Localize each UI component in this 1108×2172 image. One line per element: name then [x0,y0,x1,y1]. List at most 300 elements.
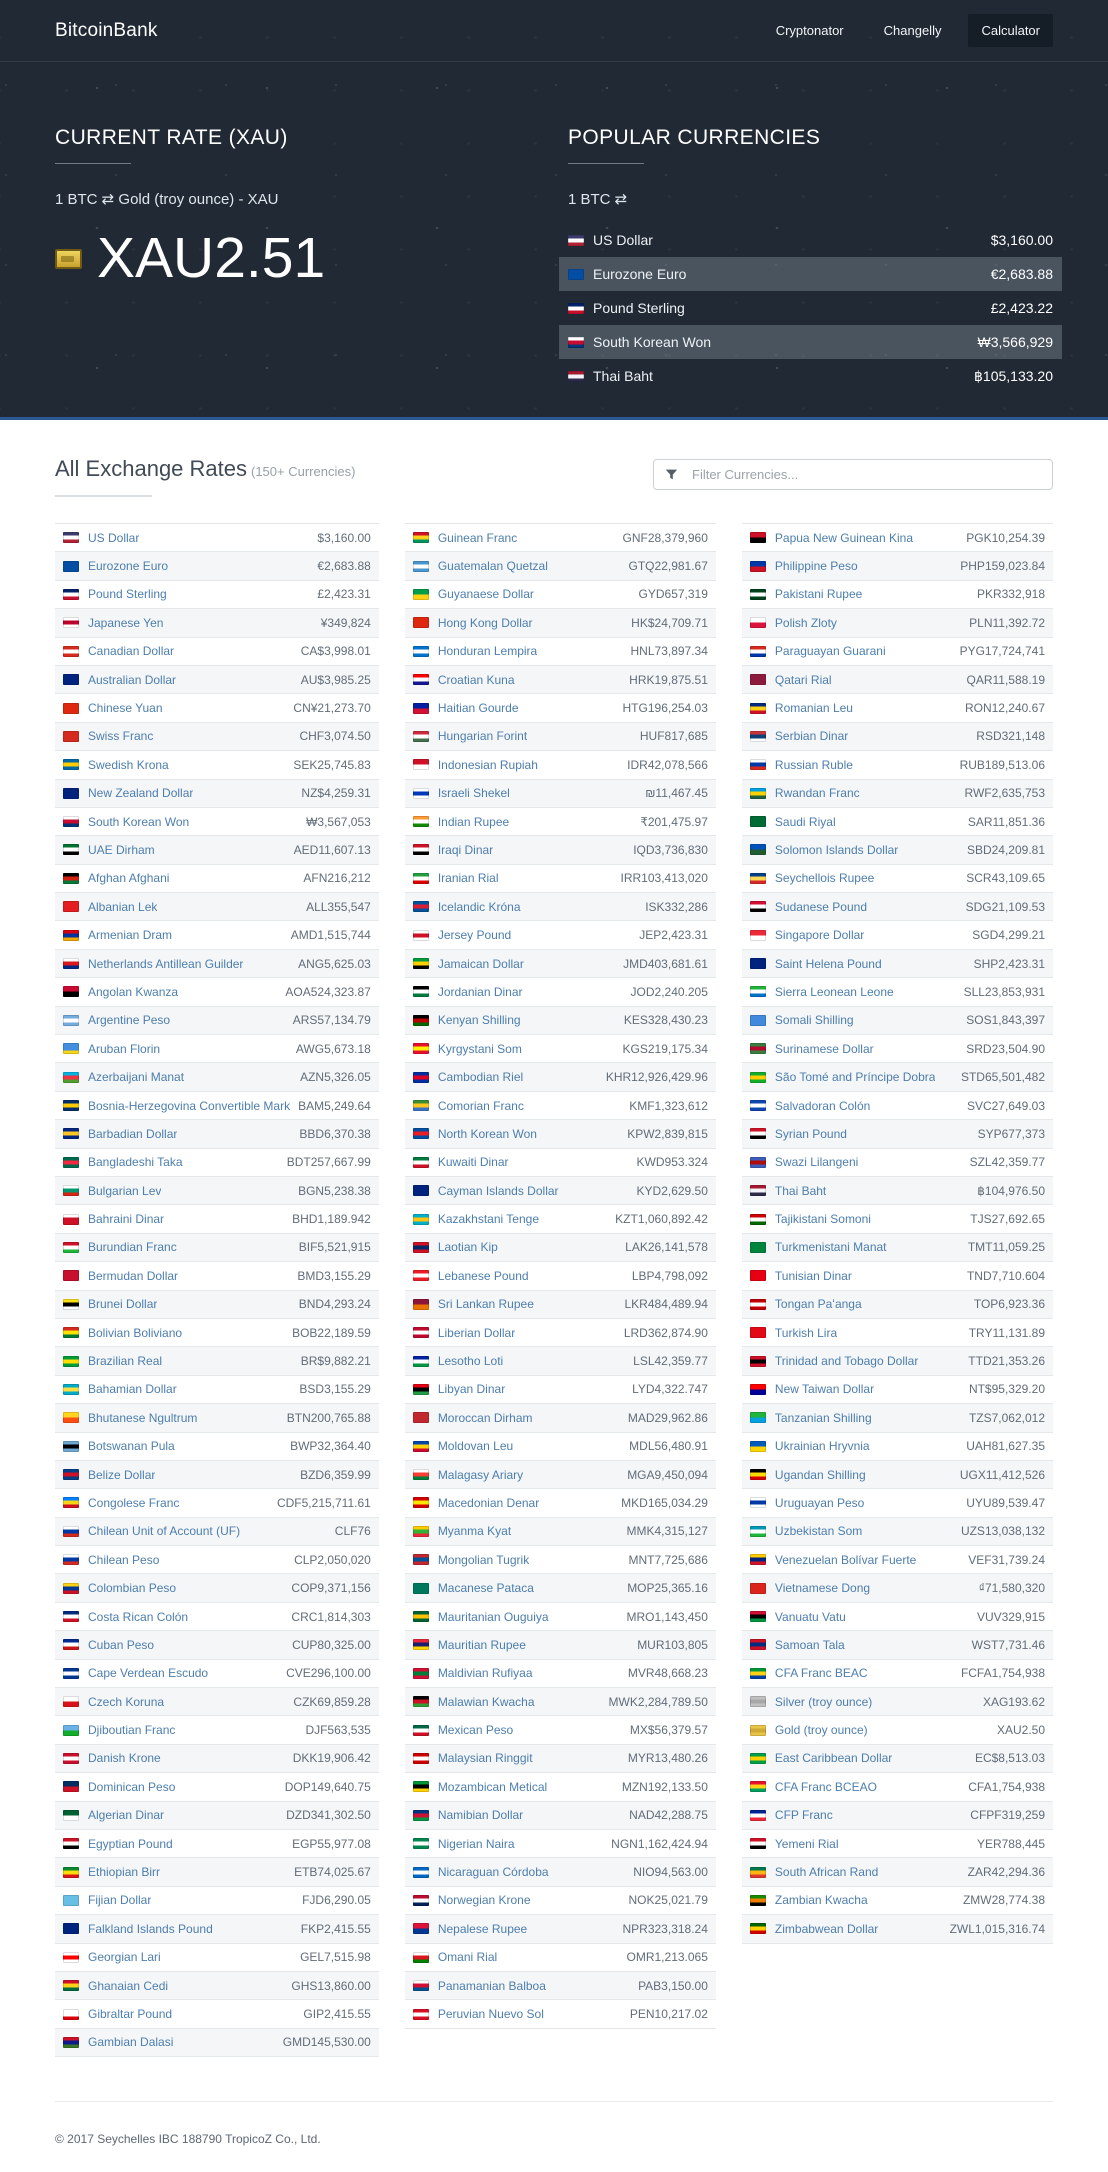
flag-icon [413,561,429,572]
currency-name-link[interactable]: Cape Verdean Escudo [88,1666,209,1681]
currency-name-link[interactable]: Icelandic Króna [437,899,521,914]
copyright-text: © 2017 Seychelles IBC 188790 TropicoZ Co., Ltd. [55,2132,321,2147]
currency-name-link[interactable]: Gibraltar Pound [88,2007,173,2021]
currency-name-link[interactable]: Cayman Islands Dollar [437,1183,559,1198]
flag-icon [63,703,79,714]
currency-name-link[interactable]: Zambian Kwacha [774,1893,868,1908]
currency-name-link[interactable]: Indian Rupee [437,814,510,829]
currency-name-link[interactable]: Jordanian Dinar [437,984,523,999]
currency-name-link[interactable]: Congolese Franc [88,1495,180,1510]
currency-name-link[interactable]: Jersey Pound [437,928,512,943]
currency-rate: MZN192,133.50 [621,1779,708,1794]
currency-name-link[interactable]: São Tomé and Príncipe Dobra [774,1070,936,1085]
currency-name-link[interactable]: Thai Baht [774,1183,827,1198]
currency-name-link[interactable]: Tongan Paʻanga [774,1297,862,1312]
flag-icon [63,1526,79,1537]
exchange-rate-row [742,1802,1053,1830]
flag-icon [413,617,429,628]
exchange-rate-row [405,609,716,637]
flag-icon [413,930,429,941]
flag-icon [413,1895,429,1906]
currency-name-link[interactable]: Australian Dollar [88,672,177,687]
currency-name-link[interactable]: US Dollar [88,530,140,545]
exchange-rate-row [742,638,1053,666]
currency-name-link[interactable]: Bahamian Dollar [88,1382,177,1397]
exchange-rate-row [55,2000,379,2028]
currency-name-link[interactable]: Swazi Lilangeni [774,1155,859,1170]
currency-name-link[interactable]: Philippine Peso [774,559,858,574]
currency-rate: SEK25,745.83 [293,757,371,772]
flag-icon [750,646,766,657]
currency-name-link[interactable]: Guatemalan Quetzal [437,559,548,574]
currency-name-link[interactable]: Falkland Islands Pound [88,1921,213,1936]
exchange-rate-row [55,1887,379,1915]
currency-rate: PKR332,918 [976,587,1045,602]
currency-name-link[interactable]: Uruguayan Peso [774,1495,865,1510]
currency-name-link[interactable]: Tanzanian Shilling [774,1410,872,1425]
currency-name-link[interactable]: Laotian Kip [437,1240,498,1255]
currency-rate: QAR11,588.19 [966,672,1045,687]
currency-name-link[interactable]: Iranian Rial [437,871,499,886]
exchange-rate-row [55,1915,379,1943]
currency-rate: ₪11,467.45 [645,786,708,801]
exchange-rate-row [742,1063,1053,1091]
currency-name-link[interactable]: Tunisian Dinar [774,1268,852,1283]
currency-name-link[interactable]: Barbadian Dollar [88,1126,178,1141]
currency-rate: BR$9,882.21 [300,1354,371,1369]
currency-name-link[interactable]: Pound Sterling [88,587,167,602]
currency-name-link[interactable]: Malawian Kwacha [437,1694,535,1709]
currency-name-link[interactable]: Bulgarian Lev [88,1183,162,1198]
currency-name-link[interactable]: Azerbaijani Manat [88,1070,185,1085]
currency-name-link[interactable]: Tajikistani Somoni [774,1212,871,1227]
currency-name-link[interactable]: Haitian Gourde [437,701,519,716]
flag-icon [413,1668,429,1679]
currency-name-link[interactable]: Papua New Guinean Kina [774,530,913,545]
currency-name-link[interactable]: Bolivian Boliviano [88,1325,183,1340]
flag-icon [413,1469,429,1480]
currency-name-link[interactable]: Malagasy Ariary [437,1467,524,1482]
currency-rate: BIF5,521,915 [298,1240,371,1255]
currency-name-link[interactable]: Eurozone Euro [88,559,169,574]
currency-name-link[interactable]: Venezuelan Bolívar Fuerte [774,1552,917,1567]
currency-rate: VEF31,739.24 [968,1552,1045,1567]
currency-name-link[interactable]: Israeli Shekel [437,786,510,801]
currency-rate: LAK26,141,578 [625,1240,708,1255]
current-rate-subtitle: 1 BTC ⇄ Gold (troy ounce) - XAU [55,191,279,208]
exchange-rate-row [55,552,379,580]
popular-currency-row[interactable] [559,223,1062,257]
currency-name-link[interactable]: Kuwaiti Dinar [437,1155,509,1170]
currency-name-link[interactable]: Libyan Dinar [437,1382,506,1397]
currency-name-link[interactable]: Aruban Florin [88,1041,161,1056]
flag-icon [413,1838,429,1849]
currency-name-link[interactable]: North Korean Won [437,1126,537,1141]
currency-name-link[interactable]: South Korean Won [88,814,190,829]
exchange-rate-row [405,1291,716,1319]
currency-name-link[interactable]: Lesotho Loti [437,1354,504,1369]
currency-name-link[interactable]: Syrian Pound [774,1126,847,1141]
flag-icon [63,1639,79,1650]
flag-icon [750,1867,766,1878]
flag-icon [413,788,429,799]
nav-item[interactable] [871,14,955,47]
currency-name-link[interactable]: Mauritanian Ouguiya [437,1609,549,1624]
currency-name-link[interactable]: Polish Zloty [774,615,837,630]
currency-name-link[interactable]: Macedonian Denar [437,1495,540,1510]
currency-name-link[interactable]: Hong Kong Dollar [437,615,533,630]
exchange-rate-row [742,1830,1053,1858]
currency-name-link[interactable]: Czech Koruna [88,1694,165,1709]
currency-rate: GEL7,515.98 [300,1950,371,1965]
currency-name-link[interactable]: Ghanaian Cedi [88,1978,169,1993]
flag-icon [568,337,584,348]
current-rate-title: CURRENT RATE (XAU) [55,126,288,149]
currency-name-link[interactable]: Peruvian Nuevo Sol [437,2007,544,2021]
exchange-rate-row [405,1745,716,1773]
currency-rate: KZT1,060,892.42 [615,1212,708,1227]
currency-name-link[interactable]: UAE Dirham [88,842,155,857]
currency-rate: CZK69,859.28 [293,1694,371,1709]
currency-name-link[interactable]: Saint Helena Pound [774,956,882,971]
currency-rate: KWD953.324 [636,1155,708,1170]
currency-name-link[interactable]: New Taiwan Dollar [774,1382,875,1397]
currency-name-link[interactable]: Iraqi Dinar [437,842,494,857]
currency-rate: SVC27,649.03 [966,1098,1045,1113]
flag-icon [63,1895,79,1906]
currency-name-link[interactable]: Paraguayan Guarani [774,644,886,659]
currency-name-link[interactable]: Belize Dollar [88,1467,156,1482]
exchange-rate-row [742,1773,1053,1801]
currency-rate: CHF3,074.50 [299,729,371,744]
currency-name-link[interactable]: CFA Franc BCEAO [774,1779,877,1794]
currency-name-link[interactable]: Argentine Peso [88,1013,171,1028]
currency-name-link[interactable]: Gold (troy ounce) [774,1723,868,1738]
currency-rate: CFPF319,259 [970,1808,1045,1823]
currency-name-link[interactable]: Qatari Rial [774,672,832,687]
currency-name-link[interactable]: Honduran Lempira [437,644,538,659]
currency-name-link[interactable]: Croatian Kuna [437,672,515,687]
currency-name-link[interactable]: Saudi Riyal [774,814,836,829]
currency-name-link[interactable]: Mauritian Rupee [437,1637,526,1652]
currency-name-link[interactable]: Kyrgystani Som [437,1041,522,1056]
currency-rate: HTG196,254.03 [622,701,708,716]
flag-icon [63,1554,79,1565]
currency-name-link[interactable]: CFP Franc [774,1808,833,1823]
currency-name-link[interactable]: Guyanaese Dollar [437,587,534,602]
flag-icon [750,986,766,997]
currency-rate: MOP25,365.16 [627,1581,708,1596]
popular-currency-row[interactable] [559,257,1062,291]
currency-name-link[interactable]: Burundian Franc [88,1240,177,1255]
brand-logo[interactable]: BitcoinBank [55,19,158,41]
currency-name-link[interactable]: Georgian Lari [88,1950,161,1965]
currency-name-link[interactable]: Bermudan Dollar [88,1268,179,1283]
currency-name-link[interactable]: Samoan Tala [774,1637,845,1652]
currency-name-link[interactable]: Nigerian Naira [437,1836,515,1851]
currency-name-link[interactable]: Mozambican Metical [437,1779,548,1794]
flag-icon [413,1327,429,1338]
exchange-rate-row [405,694,716,722]
currency-rate: AOA524,323.87 [285,984,371,999]
currency-rate: IRR103,413,020 [620,871,708,886]
currency-name-link[interactable]: Malaysian Ringgit [437,1751,533,1766]
currency-name-link[interactable]: Jamaican Dollar [437,956,524,971]
flag-icon [750,1015,766,1026]
currency-name-link[interactable]: Nepalese Rupee [437,1921,528,1936]
currency-rate: BTN200,765.88 [286,1410,371,1425]
exchange-rate-row [405,1887,716,1915]
flag-icon [413,1100,429,1111]
flag-icon [413,703,429,714]
currency-name-link[interactable]: Canadian Dollar [88,644,175,659]
currency-name-link[interactable]: New Zealand Dollar [88,786,194,801]
currency-name-link[interactable]: Silver (troy ounce) [774,1694,873,1709]
exchange-rate-row [742,1518,1053,1546]
nav-item[interactable] [763,14,857,47]
currency-name-link[interactable]: Somali Shilling [774,1013,854,1028]
exchange-rate-row [742,836,1053,864]
currency-name-link[interactable]: Algerian Dinar [88,1808,165,1823]
currency-name-link[interactable]: Bhutanese Ngultrum [88,1410,198,1425]
currency-rate: MMK4,315,127 [626,1524,708,1539]
currency-name-link[interactable]: Sudanese Pound [774,899,867,914]
currency-name-link[interactable]: Afghan Afghani [88,871,170,886]
flag-icon [750,674,766,685]
popular-currency-row[interactable] [559,359,1062,393]
currency-name-link[interactable]: Romanian Leu [774,701,853,716]
currency-name-link[interactable]: Panamanian Balboa [437,1978,546,1993]
currency-name-link[interactable]: Albanian Lek [88,899,158,914]
currency-name-link[interactable]: Swiss Franc [88,729,154,744]
currency-name-link[interactable]: Serbian Dinar [774,729,849,744]
exchange-rate-row [742,893,1053,921]
currency-name-link[interactable]: Turkish Lira [774,1325,838,1340]
currency-name-link[interactable]: Danish Krone [88,1751,161,1766]
currency-name-link[interactable]: Vanuatu Vatu [774,1609,846,1624]
currency-name-link[interactable]: Costa Rican Colón [88,1609,189,1624]
currency-rate: AMD1,515,744 [290,928,371,943]
currency-name-link[interactable]: Armenian Dram [88,928,173,943]
currency-name-link[interactable]: Turkmenistani Manat [774,1240,887,1255]
flag-icon [750,1469,766,1480]
currency-name-link[interactable]: Chilean Unit of Account (UF) [88,1524,241,1539]
currency-rate: €2,683.88 [317,559,371,574]
currency-name-link[interactable]: Vietnamese Dong [774,1581,871,1596]
currency-name-link[interactable]: Ugandan Shilling [774,1467,866,1482]
currency-name-link[interactable]: Brunei Dollar [88,1297,158,1312]
currency-rate: UGX11,412,526 [959,1467,1045,1482]
currency-name-link[interactable]: CFA Franc BEAC [774,1666,868,1681]
flag-icon [750,1242,766,1253]
currency-rate: MRO1,143,450 [626,1609,708,1624]
exchange-rate-row [405,893,716,921]
currency-name: South Korean Won [593,334,712,350]
nav-item[interactable] [968,14,1053,47]
flag-icon [63,1327,79,1338]
currency-name-link[interactable]: Lebanese Pound [437,1268,529,1283]
currency-name-link[interactable]: Dominican Peso [88,1779,176,1794]
currency-name-link[interactable]: Surinamese Dollar [774,1041,874,1056]
flag-icon [413,1412,429,1423]
flag-icon [413,844,429,855]
currency-name-link[interactable]: Ethiopian Birr [88,1865,161,1880]
exchange-rate-row [405,1433,716,1461]
exchange-rate-row [55,1773,379,1801]
currency-rate: CN¥21,273.70 [293,701,371,716]
currency-name-link[interactable]: Uzbekistan Som [774,1524,863,1539]
exchange-rate-row [55,865,379,893]
currency-name-link[interactable]: Pakistani Rupee [774,587,863,602]
currency-name-link[interactable]: Yemeni Rial [774,1836,839,1851]
currency-name-link[interactable]: Rwandan Franc [774,786,860,801]
exchange-rate-row [405,1603,716,1631]
popular-currency-row[interactable] [559,291,1062,325]
currency-name-link[interactable]: Djiboutian Franc [88,1723,176,1738]
flag-icon [413,759,429,770]
currency-name-link[interactable]: Indonesian Rupiah [437,757,538,772]
currency-rate: NOK25,021.79 [628,1893,708,1908]
flag-icon [750,1327,766,1338]
currency-name-link[interactable]: Kenyan Shilling [437,1013,521,1028]
flag-icon [413,1696,429,1707]
current-rate-panel [55,126,568,417]
exchange-rate-row [55,1546,379,1574]
currency-name-link[interactable]: Norwegian Krone [437,1893,531,1908]
currency-rate: UZS13,038,132 [960,1524,1045,1539]
flag-icon [413,1781,429,1792]
exchange-rate-row [55,1489,379,1517]
currency-name-link[interactable]: Japanese Yen [88,615,164,630]
flag-icon [750,1412,766,1423]
footer [0,2101,1108,2172]
currency-name-link[interactable]: Bosnia-Herzegovina Convertible Mark [88,1098,291,1113]
exchange-rate-row [55,1745,379,1773]
currency-name-link[interactable]: Cuban Peso [88,1637,155,1652]
currency-rate: STD65,501,482 [960,1070,1045,1085]
currency-name-link[interactable]: Angolan Kwanza [88,984,179,999]
exchange-rate-row [742,1887,1053,1915]
currency-name-link[interactable]: Netherlands Antillean Guilder [88,956,244,971]
currency-rate: ₹201,475.97 [640,814,708,829]
exchange-rate-row [405,780,716,808]
flag-icon [63,1299,79,1310]
currency-name-link[interactable]: Swedish Krona [88,757,169,772]
currency-name-link[interactable]: Trinidad and Tobago Dollar [774,1354,919,1369]
currency-name-link[interactable]: Colombian Peso [88,1581,177,1596]
currency-name-link[interactable]: Fijian Dollar [88,1893,152,1908]
currency-name-link[interactable]: Moroccan Dirham [437,1410,533,1425]
exchange-rate-row [405,1120,716,1148]
currency-name-link[interactable]: Hungarian Forint [437,729,528,744]
exchange-rate-row [405,1574,716,1602]
currency-name-link[interactable]: Russian Ruble [774,757,853,772]
exchange-rate-row [405,1546,716,1574]
exchange-rate-row [742,1291,1053,1319]
currency-name-link[interactable]: Maldivian Rufiyaa [437,1666,533,1681]
exchange-rate-row [55,1603,379,1631]
currency-rate: RWF2,635,753 [964,786,1045,801]
currency-name-link[interactable]: Comorian Franc [437,1098,524,1113]
currency-name-link[interactable]: Chilean Peso [88,1552,160,1567]
currency-name-link[interactable]: Sierra Leonean Leone [774,984,894,999]
filter-currencies-input[interactable] [690,466,1041,483]
currency-name-link[interactable]: Myanma Kyat [437,1524,512,1539]
currency-rate: CFA1,754,938 [968,1779,1045,1794]
flag-icon [750,1810,766,1821]
exchange-rate-row [55,694,379,722]
popular-currency-row[interactable] [559,325,1062,359]
flag-icon [63,1952,79,1963]
currency-rate: HUF817,685 [639,729,708,744]
currency-name-link[interactable]: Brazilian Real [88,1354,163,1369]
currency-name-link[interactable]: Kazakhstani Tenge [437,1212,539,1227]
currency-name-link[interactable]: East Caribbean Dollar [774,1751,893,1766]
exchange-rate-row [405,1972,716,2000]
exchange-rate-row [405,978,716,1006]
flag-icon [413,816,429,827]
currency-name: Eurozone Euro [593,266,687,282]
currency-name-link[interactable]: Singapore Dollar [774,928,865,943]
flag-icon [413,1611,429,1622]
flag-icon [413,986,429,997]
current-rate-value: XAU2.51 [97,226,326,290]
currency-name-link[interactable]: Egyptian Pound [88,1836,173,1851]
currency-name-link[interactable]: Solomon Islands Dollar [774,842,899,857]
flag-icon [568,371,584,382]
exchange-rate-row [742,723,1053,751]
currency-name-link[interactable]: Nicaraguan Córdoba [437,1865,549,1880]
exchange-rate-row [742,780,1053,808]
currency-rate: MAD29,962.86 [627,1410,708,1425]
currency-name-link[interactable]: Sri Lankan Rupee [437,1297,534,1312]
currency-rate: UYU89,539.47 [966,1495,1045,1510]
currency-name-link[interactable]: Macanese Pataca [437,1581,534,1596]
flag-icon [413,1185,429,1196]
currency-name-link[interactable]: Mexican Peso [437,1723,514,1738]
currency-name-link[interactable]: Omani Rial [437,1950,498,1965]
flag-icon [63,1412,79,1423]
currency-name-link[interactable]: Cambodian Riel [437,1070,524,1085]
currency-name-link[interactable]: Seychellois Rupee [774,871,875,886]
currency-rate: COP9,371,156 [291,1581,371,1596]
currency-rate: SDG21,109.53 [965,899,1045,914]
filter-funnel-icon [665,468,678,481]
currency-name-link[interactable]: Namibian Dollar [437,1808,524,1823]
currency-name-link[interactable]: Bahraini Dinar [88,1212,165,1227]
currency-name-link[interactable]: Chinese Yuan [88,701,163,716]
exchange-rate-row [405,666,716,694]
currency-name-link[interactable]: Gambian Dalasi [88,2035,174,2050]
currency-name-link[interactable]: Liberian Dollar [437,1325,516,1340]
currency-rate: NT$95,329.20 [968,1382,1045,1397]
currency-name-link[interactable]: Zimbabwean Dollar [774,1921,879,1936]
flag-icon [63,646,79,657]
currency-name-link[interactable]: Guinean Franc [437,530,518,545]
currency-name-link[interactable]: Salvadoran Colón [774,1098,871,1113]
flag-icon [750,1611,766,1622]
exchange-rate-row [405,638,716,666]
currency-name-link[interactable]: Botswanan Pula [88,1439,175,1454]
currency-name-link[interactable]: Mongolian Tugrik [437,1552,530,1567]
currency-rate: VUV329,915 [976,1609,1045,1624]
currency-rate: KHR12,926,429.96 [605,1070,708,1085]
currency-rate: TTD21,353.26 [968,1354,1045,1369]
currency-name-link[interactable]: Moldovan Leu [437,1439,514,1454]
currency-name-link[interactable]: Bangladeshi Taka [88,1155,183,1170]
currency-name-link[interactable]: South African Rand [774,1865,879,1880]
currency-name-link[interactable]: Ukrainian Hryvnia [774,1439,870,1454]
